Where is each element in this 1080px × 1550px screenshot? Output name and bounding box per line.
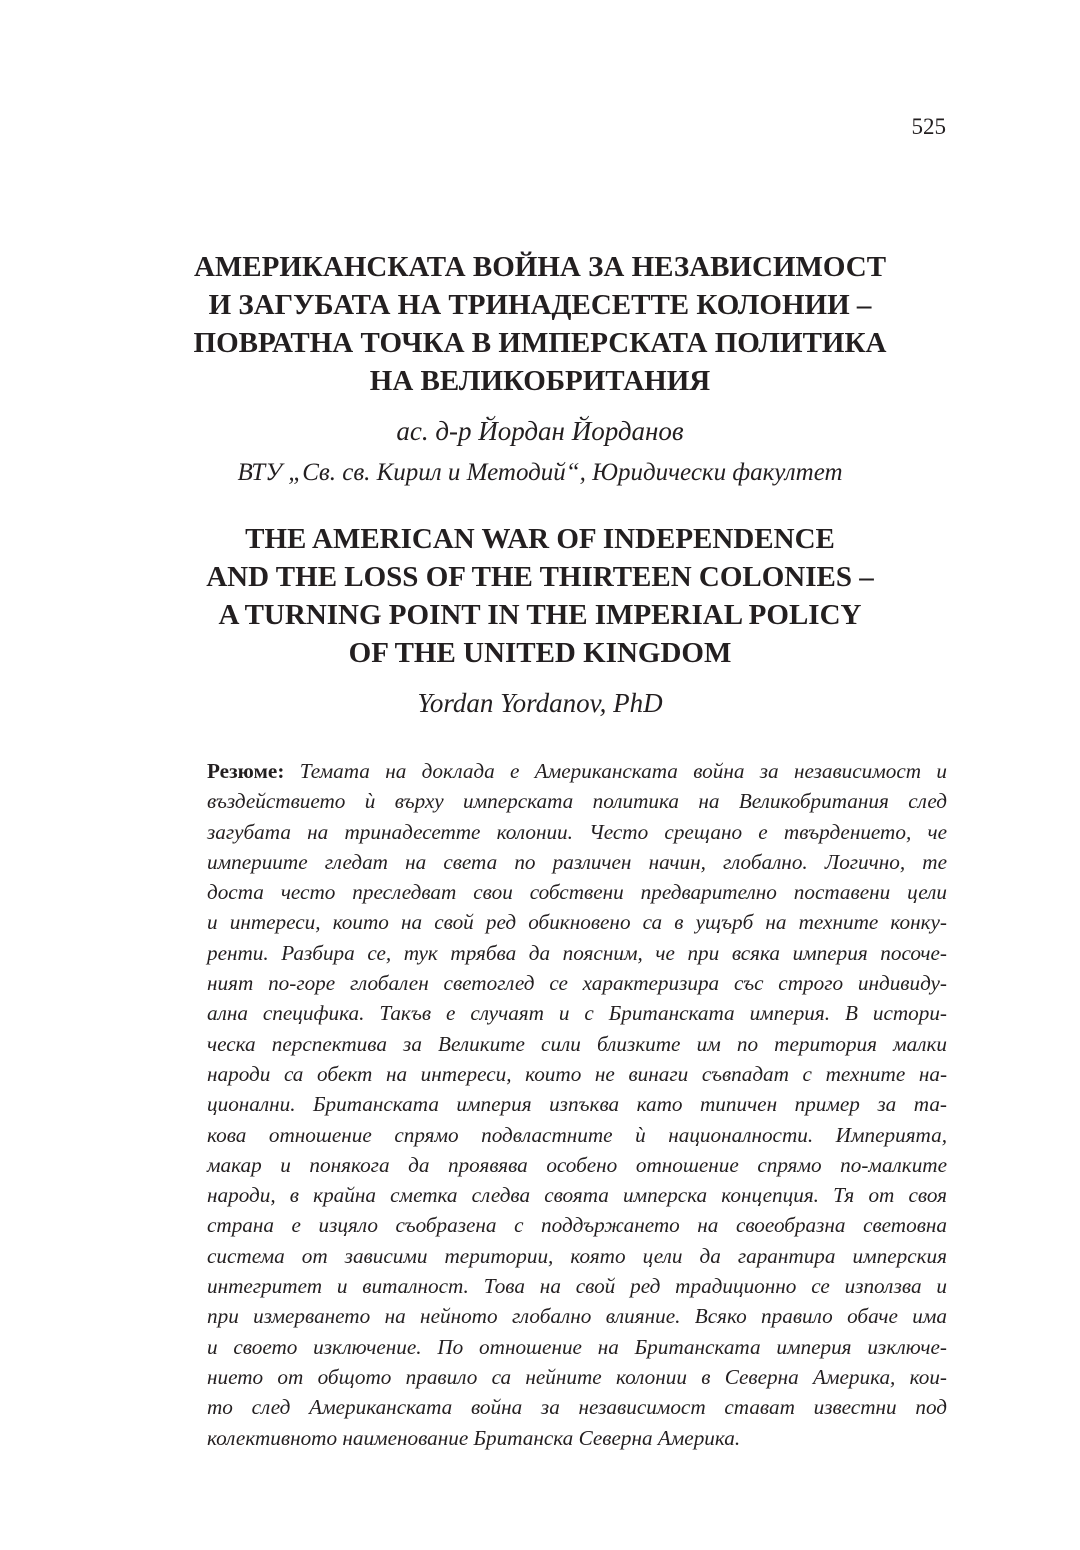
abstract-line: ческа перспектива за Великите сили близките им по територия малки <box>207 1031 947 1056</box>
abstract-text: Темата на доклада е Американската война за независимост и <box>299 759 947 783</box>
abstract-line: въздействието ѝ върху имперската политика на Великобритания след <box>207 789 947 814</box>
abstract-line: макар и понякога да проявява особено отношение спрямо по-малките <box>207 1152 947 1177</box>
abstract-line: система от зависими територии, която цели да гарантира имперския <box>207 1243 947 1268</box>
abstract-line: и интереси, които на свой ред обикновено са в ущърб на техните конку- <box>207 910 947 935</box>
abstract-line: ционални. Британската империя изпъква като типичен пример за та- <box>207 1092 947 1117</box>
abstract-line: народи са обект на интереси, които не винаги съвпадат с техните на- <box>207 1061 947 1086</box>
abstract-line: кова отношение спрямо подвластните ѝ националности. Империята, <box>207 1122 947 1147</box>
abstract-line: страна е изцяло съобразена с поддържането на своеобразна световна <box>207 1213 947 1238</box>
title-en-line: OF THE UNITED KINGDOM <box>348 637 732 669</box>
title-en-line: AND THE LOSS OF THE THIRTEEN COLONIES – <box>206 561 874 593</box>
affiliation-bulgarian: ВТУ „Св. св. Кирил и Методий“, Юридически факултет <box>237 459 843 486</box>
abstract-line: империите гледат на света по различен начин, глобално. Логично, те <box>207 849 947 874</box>
title-bg-line: И ЗАГУБАТА НА ТРИНАДЕСЕТТЕ КОЛОНИИ – <box>208 289 872 321</box>
abstract <box>207 756 947 1453</box>
title-bg-line: НА ВЕЛИКОБРИТАНИЯ <box>369 365 711 397</box>
author-english: Yordan Yordanov, PhD <box>417 688 663 718</box>
title-bulgarian <box>130 248 950 400</box>
abstract-line <box>207 756 947 786</box>
abstract-line: ренти. Разбира се, тук трябва да поясним, че при всяка империя посоче- <box>207 940 947 965</box>
abstract-line: колективното наименование Британска Северна Америка. <box>207 1425 741 1450</box>
abstract-line: то след Американската война за независимост стават известни под <box>207 1395 947 1420</box>
abstract-line: интегритет и виталност. Това на свой ред традиционно се използва и <box>207 1274 947 1299</box>
abstract-line: нието от общото правило са нейните колонии в Северна Америка, кои- <box>207 1364 947 1389</box>
abstract-label: Резюме: <box>207 759 285 783</box>
abstract-line: доста често преследват свои собствени предварително поставени цели <box>207 880 947 905</box>
abstract-line: и своето изключение. По отношение на Британската империя изключе- <box>207 1334 947 1359</box>
title-english <box>130 520 950 672</box>
abstract-line: ална специфика. Такъв е случаят и с Британската империя. В истори- <box>207 1001 947 1026</box>
abstract-line: народи, в крайна сметка следва своята имперска концепция. Тя от своя <box>207 1183 947 1208</box>
abstract-line: ният по-горе глобален светоглед се характеризира със строго индивиду- <box>207 971 947 996</box>
title-bg-line: ПОВРАТНА ТОЧКА В ИМПЕРСКАТА ПОЛИТИКА <box>193 327 887 359</box>
title-en-line: THE AMERICAN WAR OF INDEPENDENCE <box>245 523 835 555</box>
title-bg-line: АМЕРИКАНСКАТА ВОЙНА ЗА НЕЗАВИСИМОСТ <box>193 251 887 283</box>
abstract-line: при измерването на нейното глобално влияние. Всяко правило обаче има <box>207 1304 947 1329</box>
title-en-line: A TURNING POINT IN THE IMPERIAL POLICY <box>218 599 862 631</box>
abstract-line: загубата на тринадесетте колонии. Често срещано е твърдението, че <box>207 819 947 844</box>
author-bulgarian: ас. д-р Йордан Йорданов <box>396 416 684 446</box>
page-number: 525 <box>911 114 946 139</box>
